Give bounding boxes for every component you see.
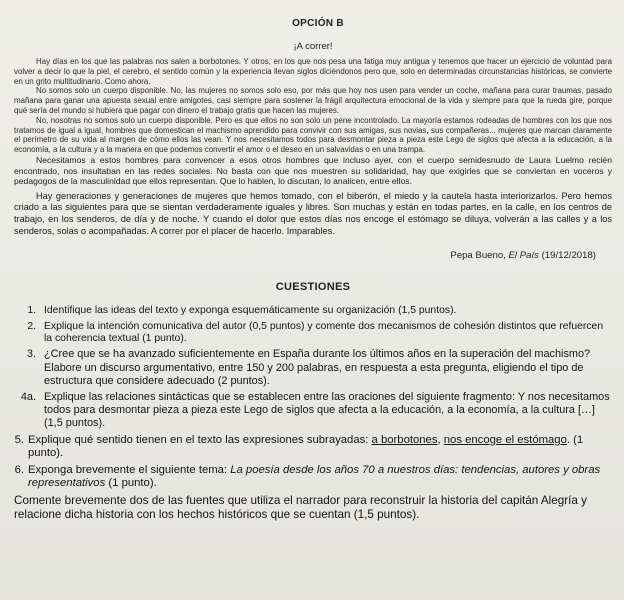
question-text-part: Explique qué sentido tienen en el texto las expresiones subrayadas: (28, 433, 372, 446)
question-number: 3. (26, 348, 36, 361)
article-paragraph-4: Necesitamos a estos hombres para convencer a esos otros hombres que incluso ayer, con el cuerpo semidesnudo de Laura Luelmo recién encontrado, nos insultaban en las redes sociales. No basta con que nos muestren su solidaridad, hay que exigirles que se conviertan en voceros y pedagogos de la masculinidad que ellos representan. Que lo hablen, lo discutan, lo analicen, entre ellos. (14, 154, 612, 187)
article-paragraph-1: Hay días en los que las palabras nos salen a borbotones. Y otros, en los que nos pesa una fatiga muy antigua y tenemos que hacer un ejercicio de voluntad para volver a decir lo que la piel, el cerebro, el sentido común y la experiencia llevan siglos diciéndonos pero que, solo en determinadas circunstancias históricas, se convierte en un grito multitudinario. Como ahora. (14, 57, 612, 86)
question-text-part: (1 punto). (105, 477, 157, 490)
question-text (28, 464, 612, 491)
option-heading: OPCIÓN B (292, 18, 344, 29)
article-paragraph-5: Hay generaciones y generaciones de mujeres que hemos tomado, con el biberón, el miedo y la cautela hasta interiorizarlos. Pero hemos criado a las siguientes para que se sientan verdaderamente iguales y libres. Son muchas y están en todas partes, en la calle, en los centros de trabajo, en los senderos, de día y de noche. Y cuando el dolor que estos días nos encoge el estómago se diluya, volverán a las calles y a los senderos, solas o acompañadas. A correr por el placer de hacerlo. Imparables. (14, 190, 612, 236)
question-text (28, 434, 612, 461)
question-number: 6. (14, 463, 24, 476)
article-title: ¡A correr! (293, 41, 333, 52)
question-text: ¿Cree que se ha avanzado suficientemente en España durante los últimos años en la superación del machismo? Elabore un discurso argumentativo, entre 150 y 200 palabras, en respuesta a esta pregunta, eligiendo el tipo de estructura que considere adecuado (2 puntos). (44, 348, 591, 387)
question-item (14, 464, 612, 491)
underlined-expression-2: nos encoge el estómago (443, 433, 567, 446)
question-text-part: Exponga brevemente el siguiente tema: (28, 463, 231, 476)
questions-list (14, 305, 612, 522)
question-number: 1. (27, 305, 36, 317)
question-item (14, 391, 612, 431)
question-item (14, 321, 612, 346)
article-signature (14, 250, 596, 261)
question-text: Identifique las ideas del texto y exponga esquemáticamente su organización (1,5 puntos). (44, 305, 457, 317)
questions-title: CUESTIONES (275, 281, 351, 294)
question-number: 4a. (20, 390, 36, 403)
question-text-part: . (1 punto). (28, 433, 584, 460)
topic-title: La poesía desde los años 70 a nuestros días: tendencias, autores y obras representativos (28, 463, 601, 490)
article-source: El País (508, 250, 539, 262)
article-author: Pepa Bueno, (450, 250, 506, 262)
underlined-expression-1: a borbotones (371, 433, 438, 446)
question-item (14, 494, 612, 522)
question-text: Comente brevemente dos de las fuentes que utiliza el narrador para reconstruir la historia del capitán Alegría y relacione dicha historia con los hechos históricos que se cuentan (1,5 puntos). (14, 493, 588, 521)
question-item (14, 434, 612, 461)
article (14, 41, 612, 237)
question-text-part: , (437, 433, 444, 446)
question-text: Explique la intención comunicativa del autor (0,5 puntos) y comente dos mecanismos de cohesión distintos que refuercen la coherencia textual (1 punto). (44, 320, 604, 344)
article-paragraph-2: No somos solo un cuerpo disponible. No, las mujeres no somos solo eso, por más que hoy nos usen para vender un coche, mañana para curar traumas, pasado mañana para ganar una apuesta sexual entre amigotes, casi siempre para sostener la frágil arquitectura emocional de la vida y siempre para que la rueda gire, porque qué sería del mundo si hubiera que pagar con dinero el trabajo gratis que hacen las mujeres. (14, 86, 612, 115)
question-number: 5. (14, 433, 24, 446)
article-paragraph-3: No, nosotras no somos solo un cuerpo disponible. Pero es que ellos no son solo un pene incontrolado. La mayoría estamos rodeadas de hombres con los que nos tratamos de igual a igual, hombres que domestican el machismo aprendido para convivir con sus amigas, sus novias, sus compañeras... mujeres que marcan claramente el perímetro de su vida al margen de cómo ellos las vean. Y nos necesitamos todos para desmontar pieza a pieza este Lego de siglos que afecta a la educación, a la economía, a la cultura y a la manera en que podemos convertir el amor o el deseo en un salvavidas o en una trampa. (14, 115, 612, 155)
question-item (14, 305, 612, 317)
question-number: 2. (27, 320, 36, 332)
article-date: (19/12/2018) (541, 250, 596, 262)
question-item (14, 348, 612, 388)
question-text: Explique las relaciones sintácticas que se establecen entre las oraciones del siguiente fragmento: Y nos necesitamos todos para desmontar pieza a pieza este Lego de siglos que afecta a la educación, a la economía, a la cultura […] (1,5 puntos). (44, 390, 610, 430)
